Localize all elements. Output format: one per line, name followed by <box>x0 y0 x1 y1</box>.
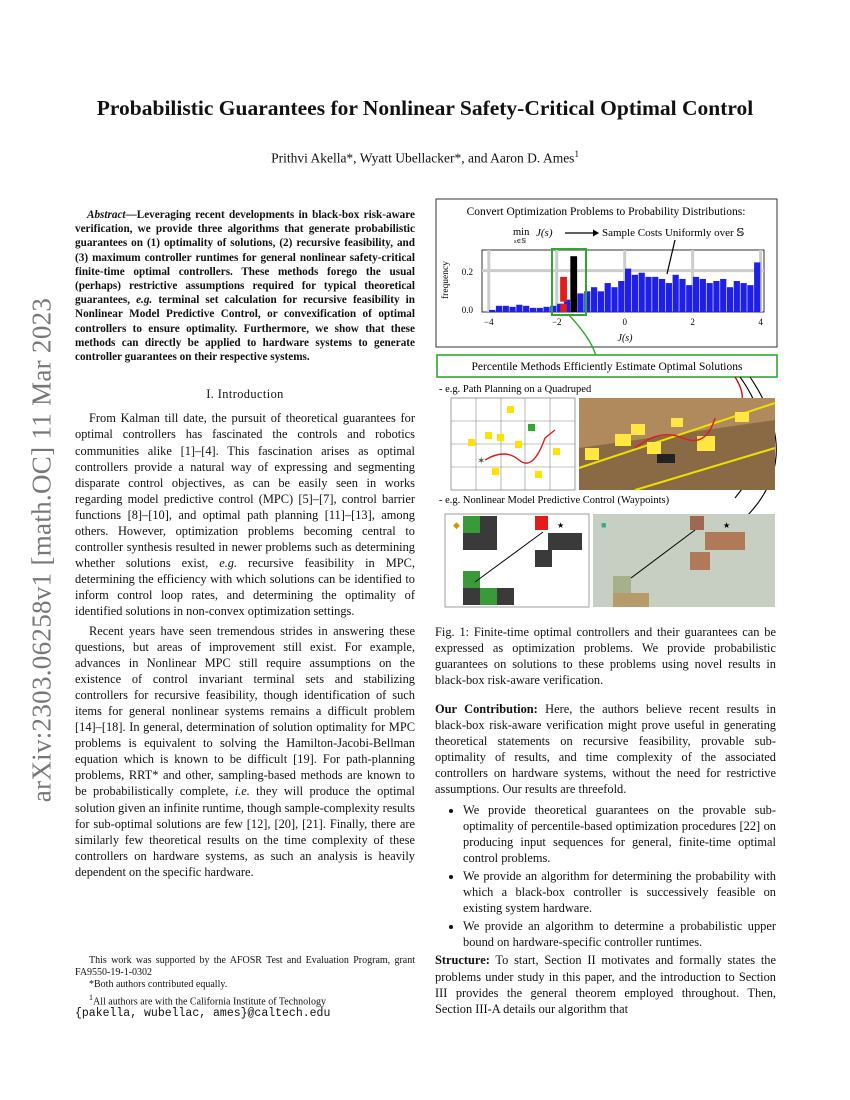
x-axis-label: J(s) <box>617 333 633 344</box>
histogram-bar <box>707 283 713 312</box>
histogram-bar <box>720 279 726 312</box>
histogram-bar <box>489 310 495 312</box>
structure-paragraph: Structure: To start, Section II motivates and formally states the problems under study in this paper, and the introduction to Section III provides the general theorem employed throughout. Then, Section III-A details our algorithm that <box>435 953 776 1016</box>
footnote-equal: *Both authors contributed equally. <box>89 979 228 991</box>
intro-paragraph-2: Recent years have seen tremendous strides in answering these questions, but areas of improvement still exist. For example, advances in Nonlinear MPC still require assumptions on the existence of control invariant terminal sets and stabilizing controllers for recursive feasibility, though identification of such items for general nonlinear systems remains a difficult problem [14]–[18]. In general, determination of solution optimality for MPC problems is equivalent to solving the Hamilton-Jacobi-Bellman equation which is known to be difficult [19]. For path-planning problems, RRT* and other, sampling-based methods are known to be probabilistically complete, i.e. they will produce the optimal solution given an infinite runtime, though sample-complexity results for sub-optimal solutions are few [12], [20], [21]. Finally, there are similarly few theoretical results on the time complexity of these controllers on hardware systems, as such an analysis is heavily dependent on the specific hardware. <box>75 623 415 879</box>
figure-caption: Fig. 1: Finite-time optimal controllers and their guarantees can be expressed as optimization problems. We provide probabilistic guarantees on solutions to these problems using novel results in black-box risk-aware verification. <box>435 625 776 688</box>
footnotes <box>75 955 415 1020</box>
svg-text:◆: ◆ <box>453 520 460 530</box>
svg-text:■: ■ <box>601 520 607 530</box>
section-heading-introduction: I. Introduction <box>206 387 284 402</box>
histogram-bar <box>727 287 733 312</box>
histogram-bar <box>496 306 502 312</box>
histogram-bar <box>741 283 747 312</box>
histogram-bar <box>530 308 536 312</box>
footnote-funding: This work was supported by the AFOSR Test and Evaluation Program, grant FA9550-19-1-0302 <box>75 955 415 979</box>
histogram-bar <box>652 277 658 312</box>
histogram-bar <box>509 307 515 312</box>
x-ticks <box>484 317 763 327</box>
histogram-bar <box>625 269 631 312</box>
histogram-bar <box>679 279 685 312</box>
svg-text:★: ★ <box>723 521 731 530</box>
histogram-bar <box>713 281 719 312</box>
histogram-bar <box>605 283 611 312</box>
js-label: J(s) <box>536 227 553 239</box>
histogram-bar <box>618 281 624 312</box>
highlight-bar-red <box>560 304 567 312</box>
histogram-bar <box>591 287 597 312</box>
histogram-bar <box>598 291 604 312</box>
left-column <box>75 208 415 880</box>
histogram-bar <box>503 306 509 312</box>
histogram-bar <box>523 306 529 312</box>
example1-label: - e.g. Path Planning on a Quadruped <box>439 384 592 395</box>
footnote-affiliation: $^1$All authors are with the California Institute of Technology <box>89 992 326 1007</box>
abstract: Abstract—Leveraging recent developments in black-box risk-aware verification, we provide three algorithms that generate probabilistic guarantees on (1) optimality of solutions, (2) recursive feasibility, and (3) maximum controller runtimes for general nonlinear safety-critical finite-time optimal controllers. These methods forego the usual (perhaps) restrictive assumptions required for typical theoretical guarantees, e.g. terminal set calculation for recursive feasibility in Nonlinear Model Predictive Control, or convexification of optimal controllers to ensure optimality. Furthermore, we show that these methods can directly be applied to hardware systems to generate controller guarantees on their respective systems. <box>75 209 415 364</box>
histogram-bar <box>673 275 679 312</box>
histogram-bar <box>754 262 760 312</box>
histogram-bar <box>666 283 672 312</box>
example2-label: - e.g. Nonlinear Model Predictive Control (Waypoints) <box>439 495 670 506</box>
contribution-item-3: • We provide an algorithm to determine a probabilistic upper bound on hardware-specific controller runtimes. <box>463 918 776 950</box>
histogram-bar <box>693 277 699 312</box>
histogram-bar <box>632 275 638 312</box>
histogram-bar <box>686 285 692 312</box>
histogram-bar <box>734 281 740 312</box>
histogram-bar <box>639 273 645 312</box>
figure-1-graphic <box>435 198 781 618</box>
panel2-title: Percentile Methods Efficiently Estimate Optimal Solutions <box>471 361 743 373</box>
y-tick-0-0: 0.0 <box>461 305 473 315</box>
contribution-paragraph: Our Contribution: Here, the authors believe recent results in black-box risk-aware verification might prove useful in generating theoretical statements on recursive feasibility, provable sub-optimality of results, and time complexity of the associated controllers on hardware systems, without the need for restrictive assumptions. Our results are threefold. <box>435 702 776 797</box>
sample-label: Sample Costs Uniformly over 𝕊 <box>602 227 745 239</box>
author-line: Prithvi Akella*, Wyatt Ubellacker*, and Aaron D. Ames$^1$ <box>271 149 579 166</box>
footnote-email: {pakella, wubellac, ames}@caltech.edu <box>75 1007 331 1021</box>
svg-text:★: ★ <box>557 521 565 530</box>
sample-arrow-head <box>593 230 599 237</box>
right-column <box>435 701 776 1017</box>
x-tick-label: 0 <box>622 317 627 327</box>
y-tick-0-2: 0.2 <box>461 267 473 277</box>
path-planning-grid <box>451 398 575 490</box>
figure-1 <box>435 198 781 618</box>
histogram-bar <box>700 279 706 312</box>
paper-title: Probabilistic Guarantees for Nonlinear Safety-Critical Optimal Control <box>96 96 754 120</box>
svg-text:✶: ✶ <box>477 456 486 467</box>
intro-paragraph-1: From Kalman till date, the pursuit of theoretical guarantees for optimal controllers has fascinated the controls and robotics communities alike [1]–[4]. This fascination arises as optimal controllers provide a natural way of expressing and segmenting disparate control objectives, as can be easily seen in works regarding model predictive control (MPC) [5]–[7], control barrier functions [8]–[10], and optimal path planning [11]–[13], among others. However, optimization problems becoming central to controller synthesis resulted in newer problems such as determining whether solutions exist, e.g. recursive feasibility in MPC, determining the efficiency with which solutions can be identified to inform control loop rates, and determining the optimality of identified solutions in non-convex optimization settings. <box>75 411 416 619</box>
nmpc-grid <box>445 514 589 607</box>
contribution-list <box>435 802 776 951</box>
x-tick-label: −4 <box>484 317 494 327</box>
panel1-title: Convert Optimization Problems to Probability Distributions: <box>466 206 746 218</box>
contribution-item-2: • We provide an algorithm for determining the probability with which a black-box controller is successively feasible on existing system hardware. <box>463 868 776 916</box>
histogram-bar <box>516 305 522 312</box>
histogram-bar <box>659 279 665 312</box>
histogram-bar <box>645 277 651 312</box>
green-connector <box>569 315 597 361</box>
highlight-bar-red <box>560 277 567 302</box>
arxiv-side-label: arXiv:2303.06258v1 [math.OC] 11 Mar 2023 <box>26 297 57 803</box>
histogram-bar <box>543 307 549 312</box>
contribution-item-1: • We provide theoretical guarantees on the provable sub-optimality of percentile-based optimization procedures [22] on producing input sequences for general, finite-time optimal control problems. <box>463 802 776 866</box>
highlight-bar-black <box>570 256 577 312</box>
quadruped-photo <box>579 398 775 490</box>
nmpc-photo <box>593 514 775 607</box>
min-label: min <box>513 227 530 238</box>
histogram-bar <box>537 308 543 312</box>
x-tick-label: 2 <box>690 317 695 327</box>
x-tick-label: 4 <box>758 317 763 327</box>
min-subscript: s∈𝕊 <box>514 238 527 245</box>
y-axis-label: frequency <box>441 261 451 299</box>
histogram-bar <box>577 293 583 312</box>
histogram-bar <box>611 287 617 312</box>
histogram-bar <box>747 285 753 312</box>
x-tick-label: −2 <box>551 317 562 327</box>
